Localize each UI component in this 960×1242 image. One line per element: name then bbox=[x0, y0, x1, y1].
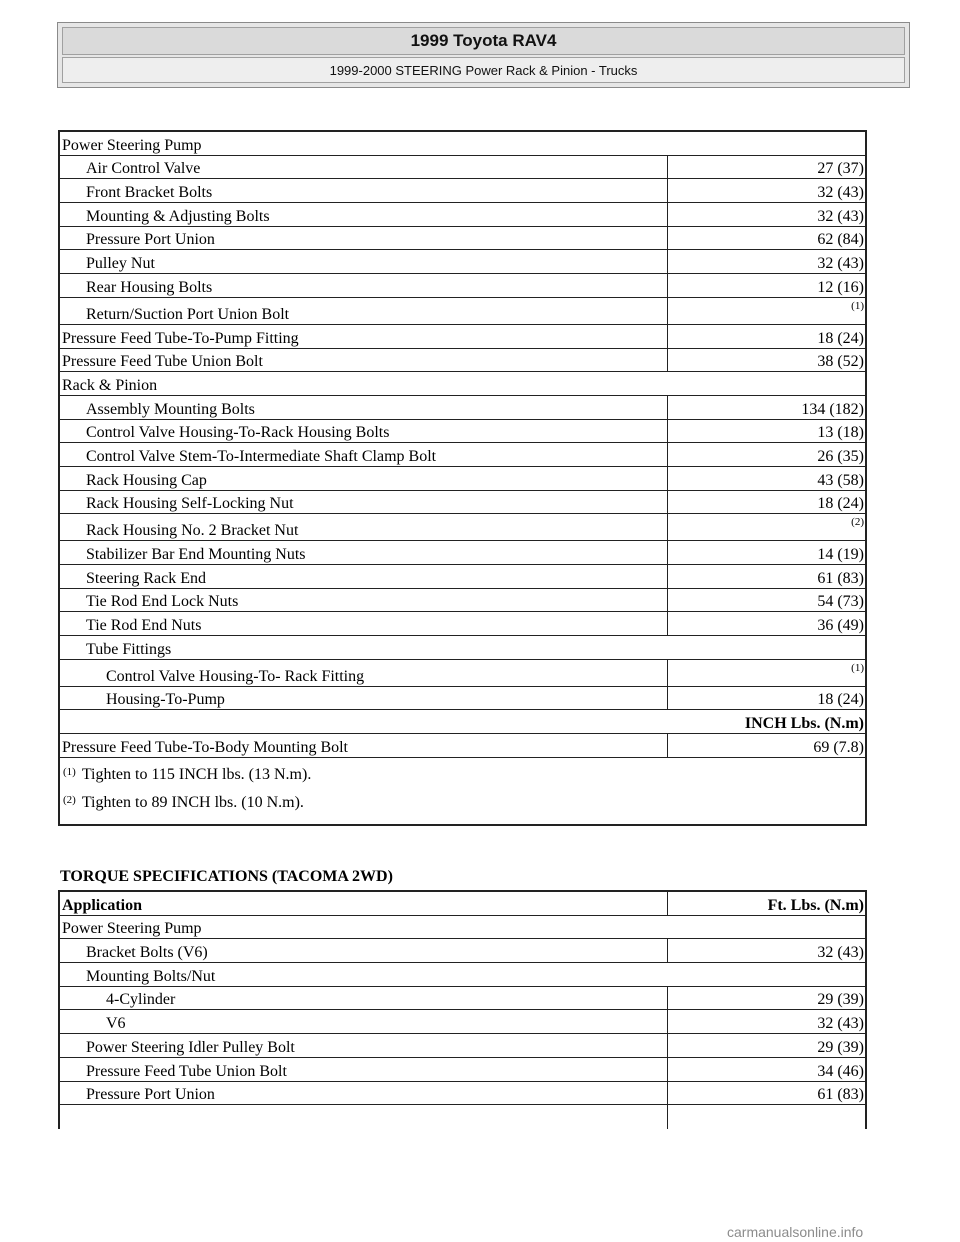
table-row bbox=[60, 250, 865, 274]
table-row bbox=[60, 963, 865, 987]
row-value: 69 (7.8) bbox=[813, 738, 864, 756]
row-value: 32 (43) bbox=[817, 255, 864, 273]
row-value: 134 (182) bbox=[801, 400, 864, 418]
row-label: Bracket Bolts (V6) bbox=[60, 939, 668, 962]
table-row bbox=[60, 298, 865, 325]
row-label: Power Steering Pump bbox=[62, 136, 202, 154]
row-value: 18 (24) bbox=[817, 691, 864, 709]
row-label: Mounting & Adjusting Bolts bbox=[60, 203, 668, 226]
row-label: Control Valve Housing-To-Rack Housing Bolts bbox=[60, 420, 668, 443]
column-header-application: Application bbox=[60, 892, 668, 915]
row-label: Air Control Valve bbox=[60, 156, 668, 179]
row-label: Rear Housing Bolts bbox=[60, 274, 668, 297]
row-label: Pressure Port Union bbox=[60, 227, 668, 250]
row-label: Rack Housing No. 2 Bracket Nut bbox=[60, 514, 668, 540]
footnote-mark: (2) bbox=[63, 793, 76, 806]
row-label: Pressure Feed Tube Union Bolt bbox=[60, 1058, 668, 1081]
row-label: Tie Rod End Lock Nuts bbox=[60, 589, 668, 612]
table-row bbox=[60, 179, 865, 203]
table-row bbox=[60, 1082, 865, 1106]
row-value: 36 (49) bbox=[817, 617, 864, 635]
table-row bbox=[60, 987, 865, 1011]
row-value bbox=[668, 1105, 865, 1129]
table-row bbox=[60, 491, 865, 515]
row-label: V6 bbox=[60, 1010, 668, 1033]
header-title: 1999 Toyota RAV4 bbox=[62, 27, 905, 55]
watermark-text: carmanualsonline.info bbox=[727, 1224, 864, 1240]
table-row bbox=[60, 1010, 865, 1034]
row-value: 32 (43) bbox=[817, 184, 864, 202]
table-row bbox=[60, 274, 865, 298]
row-value: (1) bbox=[851, 661, 864, 674]
row-value: (1) bbox=[851, 299, 864, 312]
row-value: (2) bbox=[851, 516, 864, 529]
row-value: 43 (58) bbox=[817, 471, 864, 489]
table-row bbox=[60, 687, 865, 711]
table-row bbox=[60, 132, 865, 156]
table-row bbox=[60, 710, 865, 734]
row-label: Power Steering Pump bbox=[62, 920, 202, 938]
row-label: Rack Housing Cap bbox=[60, 467, 668, 490]
row-label: Steering Rack End bbox=[60, 565, 668, 588]
table-row bbox=[60, 612, 865, 636]
row-value: 61 (83) bbox=[817, 569, 864, 587]
row-value: 54 (73) bbox=[817, 593, 864, 611]
row-label: Stabilizer Bar End Mounting Nuts bbox=[60, 541, 668, 564]
row-value: 32 (43) bbox=[817, 207, 864, 225]
footnote-text: Tighten to 115 INCH lbs. (13 N.m). bbox=[81, 765, 312, 783]
row-label: Pressure Feed Tube Union Bolt bbox=[60, 349, 668, 372]
row-value: 18 (24) bbox=[817, 329, 864, 347]
row-label: Rack & Pinion bbox=[62, 376, 158, 394]
footnote bbox=[63, 794, 304, 812]
row-label: Return/Suction Port Union Bolt bbox=[60, 298, 668, 324]
table-header-row bbox=[60, 892, 865, 916]
column-header-torque: Ft. Lbs. (N.m) bbox=[767, 896, 864, 914]
row-value: 32 (43) bbox=[817, 1015, 864, 1033]
row-value: 38 (52) bbox=[817, 353, 864, 371]
table-row bbox=[60, 396, 865, 420]
table-row bbox=[60, 203, 865, 227]
row-value: 32 (43) bbox=[817, 944, 864, 962]
row-value: 18 (24) bbox=[817, 495, 864, 513]
table-row bbox=[60, 514, 865, 541]
row-label: Pressure Feed Tube-To-Pump Fitting bbox=[60, 325, 668, 348]
header-subtitle: 1999-2000 STEERING Power Rack & Pinion - Trucks bbox=[62, 57, 905, 83]
row-value: 61 (83) bbox=[817, 1086, 864, 1104]
row-label: Pressure Port Union bbox=[60, 1082, 668, 1105]
row-value: 26 (35) bbox=[817, 447, 864, 465]
table-row bbox=[60, 227, 865, 251]
footnotes bbox=[60, 758, 865, 826]
table-row bbox=[60, 660, 865, 687]
row-label: Rack Housing Self-Locking Nut bbox=[60, 491, 668, 514]
table-row bbox=[60, 1034, 865, 1058]
table-row bbox=[60, 349, 865, 373]
row-value: 13 (18) bbox=[817, 424, 864, 442]
footnote-mark: (1) bbox=[63, 765, 76, 778]
row-label: Pressure Feed Tube-To-Body Mounting Bolt bbox=[60, 734, 668, 757]
table-row bbox=[60, 1058, 865, 1082]
row-value: 29 (39) bbox=[817, 1038, 864, 1056]
table-row bbox=[60, 156, 865, 180]
row-value: 27 (37) bbox=[817, 160, 864, 178]
row-label: Pulley Nut bbox=[60, 250, 668, 273]
table-row bbox=[60, 939, 865, 963]
table-row bbox=[60, 372, 865, 396]
table-row bbox=[60, 325, 865, 349]
row-label: Front Bracket Bolts bbox=[60, 179, 668, 202]
section-title-tacoma: TORQUE SPECIFICATIONS (TACOMA 2WD) bbox=[60, 868, 393, 885]
row-label: Control Valve Housing-To- Rack Fitting bbox=[60, 660, 668, 686]
table-row bbox=[60, 467, 865, 491]
table-row bbox=[60, 420, 865, 444]
row-label: Control Valve Stem-To-Intermediate Shaft Clamp Bolt bbox=[60, 443, 668, 466]
footnote-text: Tighten to 89 INCH lbs. (10 N.m). bbox=[81, 793, 304, 811]
row-label: Mounting Bolts/Nut bbox=[86, 967, 216, 985]
table-row bbox=[60, 541, 865, 565]
footnote bbox=[63, 766, 311, 784]
row-label: Tube Fittings bbox=[86, 640, 172, 658]
table-row bbox=[60, 589, 865, 613]
row-label: Tie Rod End Nuts bbox=[60, 612, 668, 635]
table-row bbox=[60, 443, 865, 467]
table-row bbox=[60, 1105, 865, 1129]
row-label bbox=[60, 1105, 668, 1129]
table-row bbox=[60, 636, 865, 660]
row-value: 34 (46) bbox=[817, 1062, 864, 1080]
row-label: Power Steering Idler Pulley Bolt bbox=[60, 1034, 668, 1057]
row-value: 14 (19) bbox=[817, 546, 864, 563]
row-label: Assembly Mounting Bolts bbox=[60, 396, 668, 419]
row-label: INCH Lbs. (N.m) bbox=[744, 715, 864, 733]
table-row bbox=[60, 565, 865, 589]
row-value: 12 (16) bbox=[817, 278, 864, 296]
table-row bbox=[60, 734, 865, 758]
page-header bbox=[57, 22, 910, 88]
torque-table-tacoma bbox=[58, 890, 867, 1129]
row-label: 4-Cylinder bbox=[60, 987, 668, 1010]
row-value: 29 (39) bbox=[817, 991, 864, 1009]
table-row bbox=[60, 916, 865, 940]
row-value: 62 (84) bbox=[817, 231, 864, 249]
row-label: Housing-To-Pump bbox=[60, 687, 668, 710]
torque-table-rav4 bbox=[58, 130, 867, 826]
